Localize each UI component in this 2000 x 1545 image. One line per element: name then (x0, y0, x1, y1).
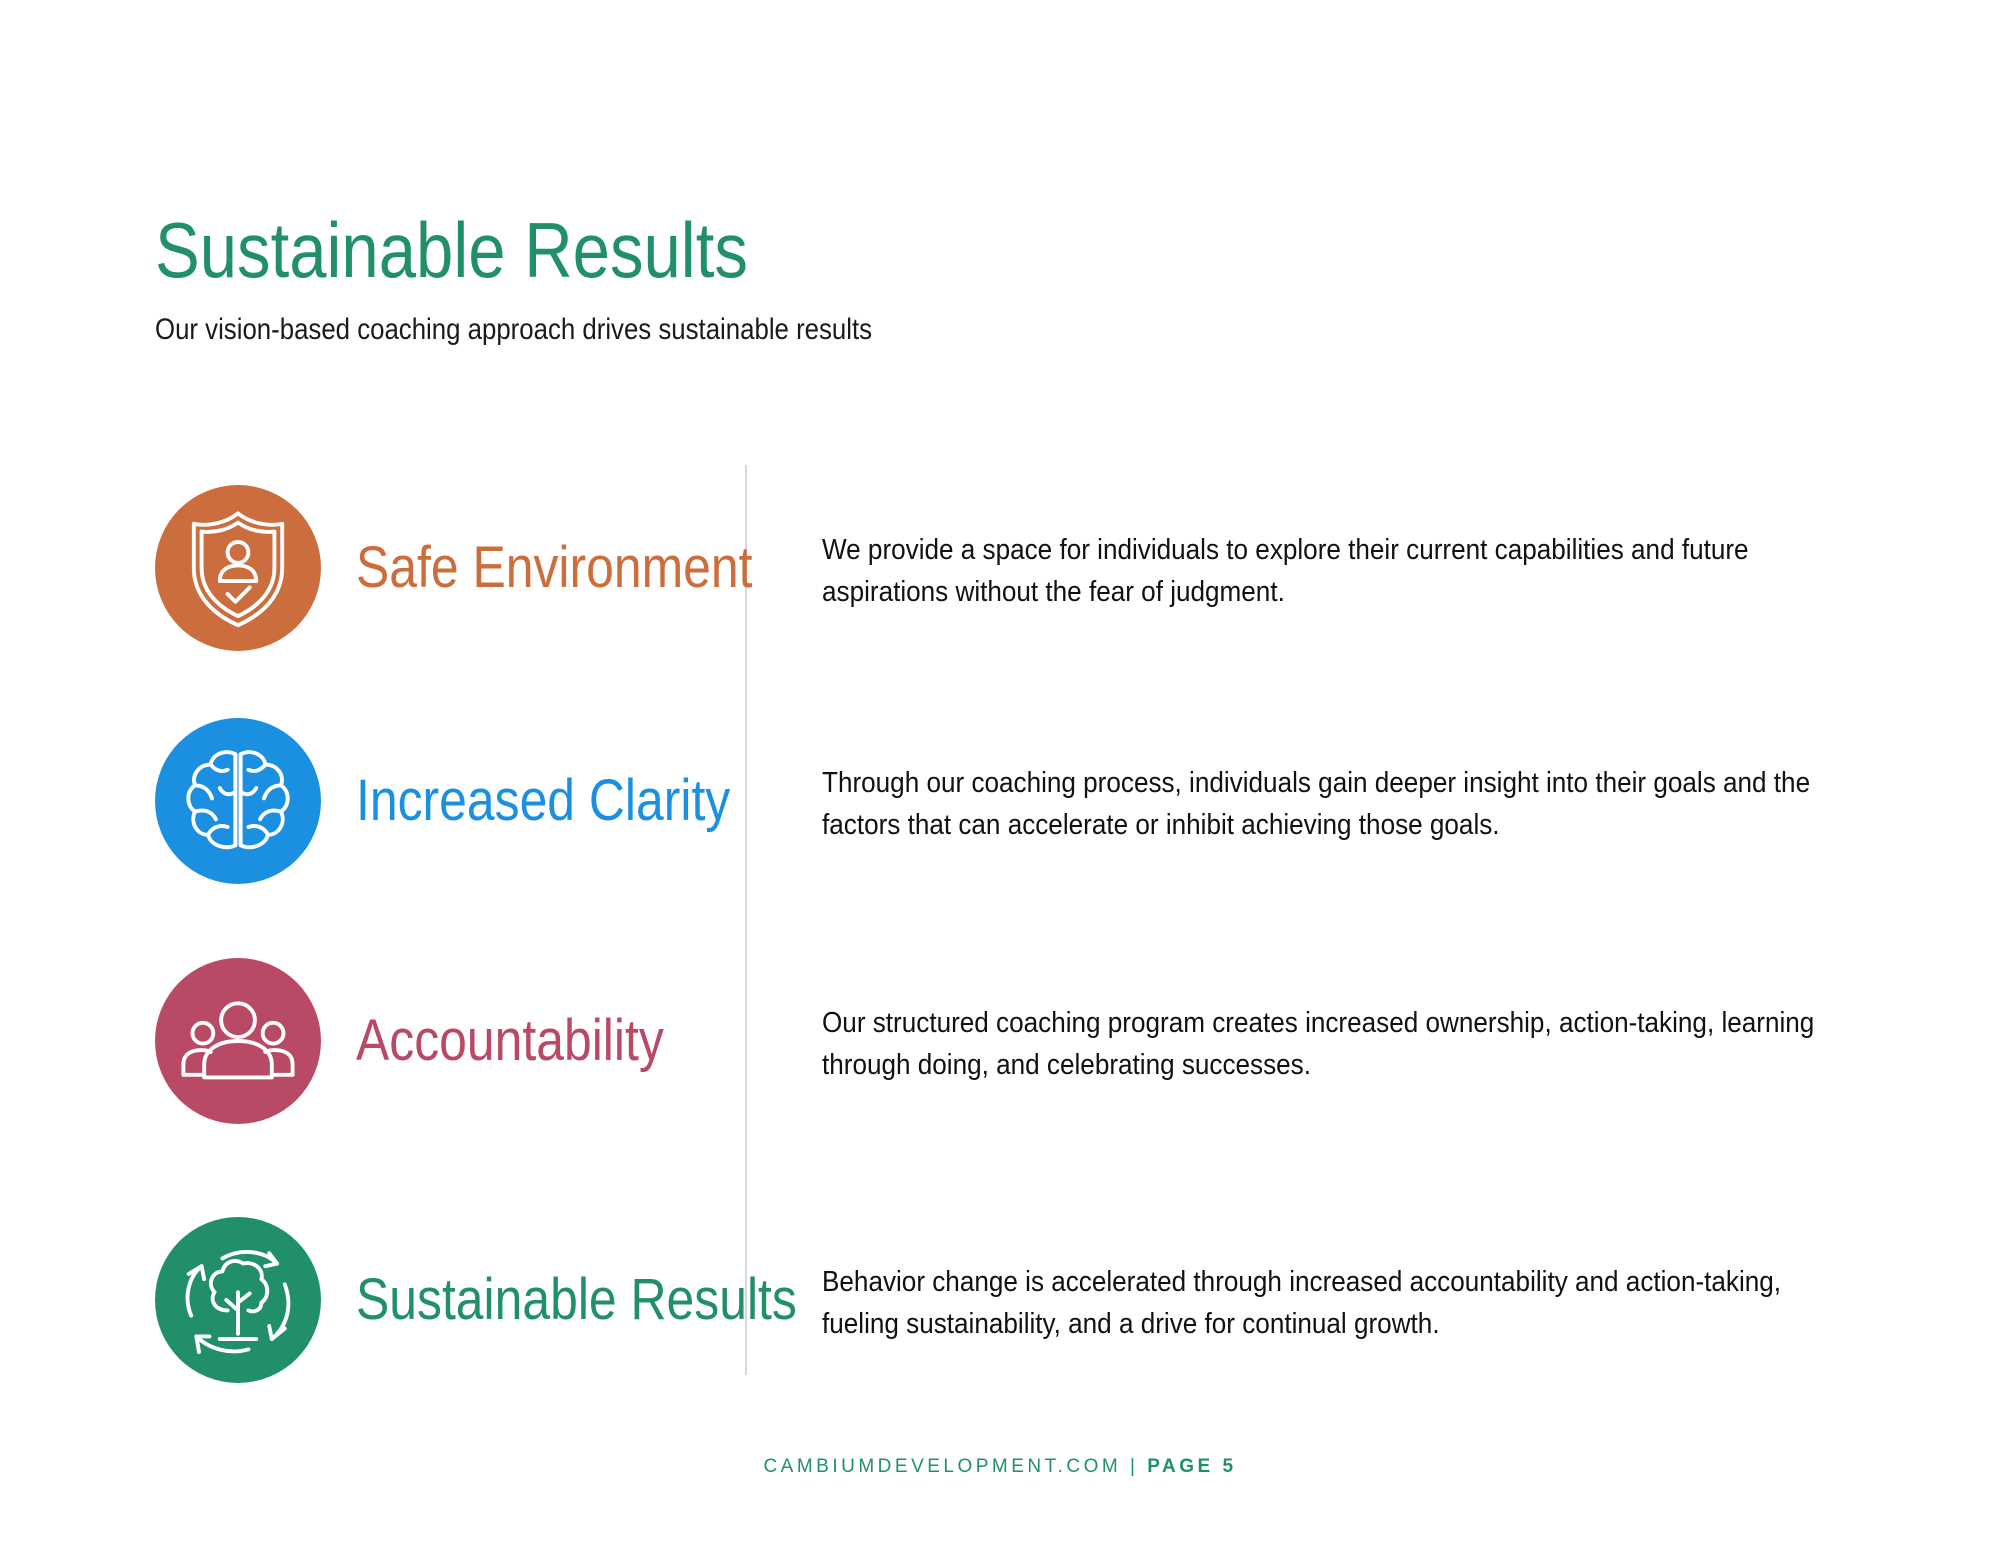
item-description: Our structured coaching program creates increased ownership, action-taking, learning through doing, and celebrating successes. (822, 1007, 1815, 1081)
tree-cycle-icon (155, 1217, 321, 1383)
item-safe-environment (0, 485, 2000, 655)
item-label: Increased Clarity (356, 768, 731, 833)
shield-person-icon (155, 485, 321, 651)
page-number: PAGE 5 (1147, 1456, 1237, 1477)
item-sustainable-results (0, 1217, 2000, 1387)
page-title: Sustainable Results (155, 206, 748, 294)
item-description: We provide a space for individuals to explore their current capabilities and future aspirations without the fear of judgment. (822, 534, 1749, 608)
footer-separator: | (1130, 1456, 1139, 1477)
item-description: Behavior change is accelerated through increased accountability and action-taking, fueling sustainability, and a drive for continual growth. (822, 1266, 1782, 1340)
page-footer (0, 1456, 2000, 1478)
people-group-icon (155, 958, 321, 1124)
item-label: Safe Environment (356, 535, 753, 600)
item-increased-clarity (0, 718, 2000, 888)
item-label: Sustainable Results (356, 1267, 797, 1332)
footer-site: CAMBIUMDEVELOPMENT.COM (763, 1456, 1122, 1477)
page-subtitle: Our vision-based coaching approach drives sustainable results (155, 313, 873, 346)
item-label: Accountability (356, 1008, 664, 1073)
brain-icon (155, 718, 321, 884)
item-description: Through our coaching process, individuals gain deeper insight into their goals and the factors that can accelerate or inhibit achieving those goals. (822, 767, 1811, 841)
item-accountability (0, 958, 2000, 1128)
